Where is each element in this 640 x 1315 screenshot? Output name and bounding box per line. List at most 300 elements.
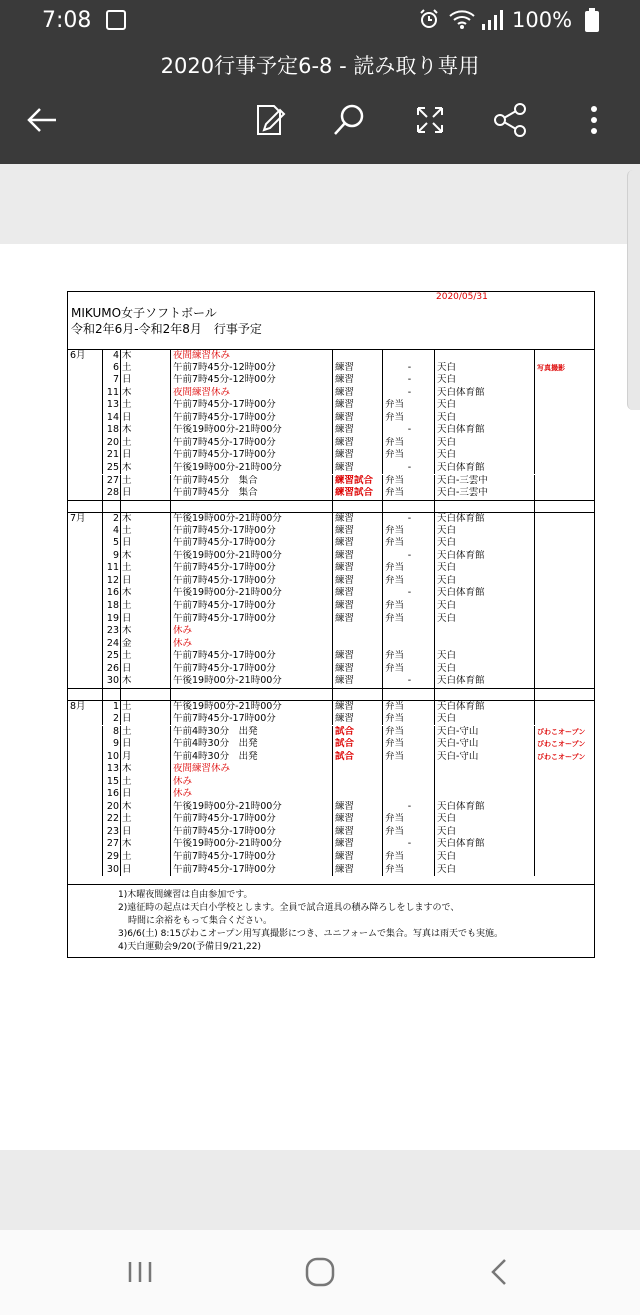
place-cell: 天白-守山 — [434, 738, 534, 751]
day-cell: 11 — [102, 387, 120, 400]
lunch-cell — [382, 776, 434, 789]
app-bar — [0, 42, 640, 164]
month-cell — [68, 638, 102, 651]
remark-cell — [534, 500, 595, 513]
day-cell: 30 — [102, 864, 120, 877]
day-cell: 27 — [102, 838, 120, 851]
schedule-row — [68, 412, 595, 425]
activity-cell: 練習 — [332, 449, 382, 462]
schedule-row — [68, 399, 595, 412]
month-cell — [68, 449, 102, 462]
place-cell: 天白体育館 — [434, 424, 534, 437]
place-cell: 天白 — [434, 663, 534, 676]
lunch-cell — [382, 638, 434, 651]
remark-cell — [534, 663, 595, 676]
month-cell — [68, 851, 102, 864]
remark-cell — [534, 374, 595, 387]
schedule-row — [68, 387, 595, 400]
time-cell: 午前7時45分-17時00分 — [170, 851, 332, 864]
battery-icon — [585, 8, 599, 32]
weekday-cell: 日 — [120, 788, 170, 801]
activity-cell: 試合 — [332, 726, 382, 739]
time-cell: 午前7時45分-17時00分 — [170, 412, 332, 425]
activity-cell: 練習 — [332, 801, 382, 814]
schedule-row — [68, 738, 595, 751]
weekday-cell: 土 — [120, 776, 170, 789]
month-cell — [68, 864, 102, 877]
expand-icon[interactable] — [410, 100, 450, 140]
day-cell: 4 — [102, 350, 120, 363]
home-icon[interactable] — [300, 1252, 340, 1292]
day-cell: 9 — [102, 738, 120, 751]
schedule-row — [68, 512, 595, 526]
lunch-cell: 弁当 — [382, 650, 434, 663]
remark-cell — [534, 575, 595, 588]
recent-apps-icon[interactable] — [120, 1252, 160, 1292]
month-cell: 8月 — [70, 701, 86, 713]
activity-cell: 練習 — [332, 424, 382, 437]
weekday-cell: 日 — [120, 613, 170, 626]
weekday-cell: 土 — [120, 562, 170, 575]
back-arrow-icon[interactable] — [22, 100, 62, 140]
lunch-cell: - — [382, 675, 434, 688]
weekday-cell: 木 — [120, 587, 170, 600]
day-cell: 13 — [102, 399, 120, 412]
schedule-row — [68, 475, 595, 488]
document-margin-top — [0, 164, 640, 244]
lunch-cell: 弁当 — [382, 613, 434, 626]
weekday-cell: 木 — [120, 550, 170, 563]
weekday-cell: 日 — [120, 713, 170, 726]
activity-cell: 練習 — [332, 713, 382, 726]
weekday-cell: 土 — [120, 362, 170, 375]
activity-cell: 練習 — [332, 362, 382, 375]
signal-icon — [480, 10, 504, 30]
place-cell: 天白 — [434, 374, 534, 387]
activity-cell: 練習 — [332, 650, 382, 663]
lunch-cell: 弁当 — [382, 826, 434, 839]
weekday-cell: 土 — [120, 813, 170, 826]
day-cell: 6 — [102, 362, 120, 375]
month-cell — [68, 437, 102, 450]
activity-cell: 練習試合 — [332, 475, 382, 488]
place-cell: 天白 — [434, 525, 534, 538]
time-cell: 午前7時45分-17時00分 — [170, 713, 332, 726]
place-cell: 天白 — [434, 399, 534, 412]
day-cell: 21 — [102, 449, 120, 462]
day-cell: 18 — [102, 600, 120, 613]
day-cell: 27 — [102, 475, 120, 488]
month-cell — [68, 412, 102, 425]
remark-cell — [534, 462, 595, 475]
lunch-cell: 弁当 — [382, 562, 434, 575]
navigation-bar — [0, 1230, 640, 1315]
schedule-row — [68, 437, 595, 450]
activity-cell: 練習 — [332, 562, 382, 575]
time-cell: 休み — [170, 776, 332, 789]
note-2-cont: 時間に余裕をもって集合ください。 — [128, 916, 273, 926]
schedule-row — [68, 562, 595, 575]
day-cell: 25 — [102, 462, 120, 475]
note-2: 2)遠征時の起点は天白小学校とします。全員で試合道具の積み降ろしをしますので、 — [118, 903, 460, 913]
lunch-cell — [382, 788, 434, 801]
schedule-row — [68, 700, 595, 714]
time-cell: 午前7時45分-17時00分 — [170, 399, 332, 412]
time-cell: 午後19時00分-21時00分 — [170, 675, 332, 688]
remark-cell — [534, 763, 595, 776]
remark-cell: びわこオープン — [534, 738, 595, 751]
weekday-cell: 木 — [120, 763, 170, 776]
place-cell: 天白 — [434, 362, 534, 375]
activity-cell — [332, 788, 382, 801]
day-cell — [102, 500, 120, 513]
month-cell — [68, 387, 102, 400]
lunch-cell: 弁当 — [382, 663, 434, 676]
schedule-row — [68, 625, 595, 638]
lunch-cell: 弁当 — [382, 437, 434, 450]
place-cell: 天白体育館 — [434, 587, 534, 600]
activity-cell: 試合 — [332, 751, 382, 764]
activity-cell: 練習 — [332, 537, 382, 550]
weekday-cell: 日 — [120, 575, 170, 588]
schedule-sheet — [67, 291, 595, 958]
month-cell — [68, 562, 102, 575]
activity-cell: 練習 — [332, 663, 382, 676]
weekday-cell: 木 — [120, 801, 170, 814]
lunch-cell: 弁当 — [382, 412, 434, 425]
time-cell: 午前7時45分-17時00分 — [170, 437, 332, 450]
remark-cell — [534, 625, 595, 638]
month-cell — [68, 751, 102, 764]
remark-cell — [534, 550, 595, 563]
time-cell: 午後19時00分-21時00分 — [170, 462, 332, 475]
remark-cell — [534, 613, 595, 626]
place-cell: 天白 — [434, 713, 534, 726]
lunch-cell: 弁当 — [382, 475, 434, 488]
weekday-cell: 木 — [120, 838, 170, 851]
place-cell: 天白 — [434, 600, 534, 613]
schedule-row — [68, 650, 595, 663]
schedule-row — [68, 537, 595, 550]
time-cell: 午後19時00分-21時00分 — [170, 701, 332, 714]
time-cell: 午後19時00分-21時00分 — [170, 801, 332, 814]
remark-cell — [534, 525, 595, 538]
weekday-cell: 土 — [120, 475, 170, 488]
day-cell: 7 — [102, 374, 120, 387]
schedule-row — [68, 864, 595, 877]
day-cell: 12 — [102, 575, 120, 588]
time-cell — [170, 688, 332, 701]
remark-cell — [534, 864, 595, 877]
remark-cell — [534, 788, 595, 801]
place-cell: 天白 — [434, 437, 534, 450]
month-cell — [68, 550, 102, 563]
scrollbar[interactable] — [627, 170, 640, 410]
time-cell: 午前7時45分-17時00分 — [170, 613, 332, 626]
activity-cell: 試合 — [332, 738, 382, 751]
activity-cell: 練習 — [332, 513, 382, 526]
activity-cell: 練習 — [332, 813, 382, 826]
activity-cell: 練習 — [332, 864, 382, 877]
note-3: 3)6/6(土) 8:15びわこオープン用写真撮影につき、ユニフォームで集合。写真は雨天でも実施。 — [118, 929, 504, 939]
lunch-cell: 弁当 — [382, 575, 434, 588]
activity-cell: 練習 — [332, 387, 382, 400]
place-cell: 天白体育館 — [434, 387, 534, 400]
place-cell — [434, 776, 534, 789]
month-cell — [68, 374, 102, 387]
schedule-row — [68, 449, 595, 462]
remark-cell — [534, 437, 595, 450]
lunch-cell: 弁当 — [382, 813, 434, 826]
remark-cell: びわこオープン — [534, 751, 595, 764]
activity-cell — [332, 625, 382, 638]
time-cell: 午後19時00分-21時00分 — [170, 587, 332, 600]
time-cell: 午前7時45分-17時00分 — [170, 525, 332, 538]
notes-section — [68, 884, 595, 952]
weekday-cell: 土 — [120, 600, 170, 613]
place-cell: 天白 — [434, 537, 534, 550]
day-cell: 15 — [102, 776, 120, 789]
lunch-cell: - — [382, 801, 434, 814]
lunch-cell: - — [382, 550, 434, 563]
status-time: 7:08 — [42, 8, 92, 33]
weekday-cell: 土 — [120, 726, 170, 739]
day-cell: 1 — [102, 701, 120, 714]
place-cell — [434, 638, 534, 651]
remark-cell — [534, 638, 595, 651]
activity-cell: 練習 — [332, 826, 382, 839]
schedule-row — [68, 424, 595, 437]
day-cell: 13 — [102, 763, 120, 776]
time-cell: 休み — [170, 638, 332, 651]
day-cell: 23 — [102, 826, 120, 839]
note-1: 1)木曜夜間練習は自由参加です。 — [118, 890, 253, 900]
activity-cell: 練習 — [332, 675, 382, 688]
month-cell — [68, 675, 102, 688]
schedule-row — [68, 838, 595, 851]
lunch-cell: 弁当 — [382, 537, 434, 550]
month-cell — [68, 362, 102, 375]
edit-icon[interactable] — [250, 100, 290, 140]
month-cell — [68, 788, 102, 801]
day-cell — [102, 688, 120, 701]
lunch-cell: 弁当 — [382, 864, 434, 877]
time-cell: 午前4時30分 出発 — [170, 738, 332, 751]
remark-cell: びわこオープン — [534, 726, 595, 739]
activity-cell — [332, 776, 382, 789]
activity-cell: 練習 — [332, 851, 382, 864]
activity-cell: 練習 — [332, 462, 382, 475]
schedule-row — [68, 813, 595, 826]
month-cell — [68, 713, 102, 726]
place-cell — [434, 763, 534, 776]
month-cell — [68, 475, 102, 488]
weekday-cell: 木 — [120, 387, 170, 400]
lunch-cell: 弁当 — [382, 449, 434, 462]
activity-cell — [332, 638, 382, 651]
schedule-row — [68, 688, 595, 702]
day-cell: 4 — [102, 525, 120, 538]
activity-cell: 練習 — [332, 525, 382, 538]
schedule-row — [68, 349, 595, 363]
weekday-cell: 日 — [120, 826, 170, 839]
search-icon[interactable] — [330, 100, 370, 140]
place-cell: 天白-三雲中 — [434, 487, 534, 500]
day-cell: 23 — [102, 625, 120, 638]
day-cell: 10 — [102, 751, 120, 764]
schedule-row — [68, 788, 595, 801]
day-cell: 8 — [102, 726, 120, 739]
activity-cell — [332, 763, 382, 776]
month-cell — [68, 738, 102, 751]
weekday-cell: 日 — [120, 374, 170, 387]
document-title: 2020行事予定6-8 - 読み取り専用 — [160, 54, 480, 78]
lunch-cell: 弁当 — [382, 726, 434, 739]
weekday-cell: 土 — [120, 437, 170, 450]
lunch-cell: 弁当 — [382, 851, 434, 864]
schedule-row — [68, 663, 595, 676]
time-cell: 午前7時45分 集合 — [170, 487, 332, 500]
lunch-cell: - — [382, 462, 434, 475]
time-cell: 休み — [170, 625, 332, 638]
place-cell — [434, 688, 534, 701]
schedule-row — [68, 587, 595, 600]
day-cell: 16 — [102, 587, 120, 600]
remark-cell — [534, 562, 595, 575]
wifi-icon — [448, 8, 478, 30]
schedule-row — [68, 751, 595, 764]
weekday-cell: 木 — [120, 424, 170, 437]
lunch-cell: 弁当 — [382, 751, 434, 764]
activity-cell: 練習 — [332, 437, 382, 450]
time-cell: 午前7時45分 集合 — [170, 475, 332, 488]
month-cell — [68, 424, 102, 437]
day-cell: 14 — [102, 412, 120, 425]
remark-cell — [534, 851, 595, 864]
month-cell — [68, 500, 102, 513]
activity-cell: 練習 — [332, 399, 382, 412]
activity-cell: 練習 — [332, 613, 382, 626]
schedule-row — [68, 525, 595, 538]
back-nav-icon[interactable] — [480, 1252, 520, 1292]
time-cell: 午前7時45分-12時00分 — [170, 374, 332, 387]
place-cell: 天白 — [434, 449, 534, 462]
place-cell: 天白体育館 — [434, 801, 534, 814]
weekday-cell: 日 — [120, 738, 170, 751]
place-cell: 天白体育館 — [434, 701, 534, 714]
schedule-row — [68, 374, 595, 387]
weekday-cell: 木 — [120, 675, 170, 688]
time-cell: 午前7時45分-17時00分 — [170, 562, 332, 575]
time-cell: 午前7時45分-12時00分 — [170, 362, 332, 375]
remark-cell — [534, 399, 595, 412]
day-cell: 2 — [102, 513, 120, 526]
remark-cell — [534, 813, 595, 826]
day-cell: 22 — [102, 813, 120, 826]
place-cell: 天白 — [434, 813, 534, 826]
time-cell: 夜間練習休み — [170, 763, 332, 776]
remark-cell — [534, 826, 595, 839]
day-cell: 5 — [102, 537, 120, 550]
month-cell — [68, 726, 102, 739]
weekday-cell: 土 — [120, 851, 170, 864]
weekday-cell: 木 — [120, 625, 170, 638]
month-cell: 7月 — [70, 513, 86, 525]
month-cell — [68, 399, 102, 412]
month-cell: 6月 — [70, 350, 86, 361]
activity-cell — [332, 500, 382, 513]
team-name: MIKUMO女子ソフトボール — [71, 306, 217, 320]
remark-cell — [534, 838, 595, 851]
day-cell: 29 — [102, 851, 120, 864]
place-cell: 天白体育館 — [434, 550, 534, 563]
lunch-cell: - — [382, 513, 434, 526]
remark-cell — [534, 449, 595, 462]
place-cell: 天白体育館 — [434, 675, 534, 688]
weekday-cell: 木 — [120, 513, 170, 526]
time-cell: 午前7時45分-17時00分 — [170, 864, 332, 877]
lunch-cell — [382, 625, 434, 638]
weekday-cell — [120, 500, 170, 513]
schedule-row — [68, 826, 595, 839]
schedule-row — [68, 550, 595, 563]
activity-cell: 練習 — [332, 587, 382, 600]
weekday-cell: 木 — [120, 462, 170, 475]
month-cell — [68, 763, 102, 776]
remark-cell — [534, 412, 595, 425]
activity-cell: 練習 — [332, 575, 382, 588]
month-cell — [68, 776, 102, 789]
day-cell: 16 — [102, 788, 120, 801]
day-cell: 9 — [102, 550, 120, 563]
activity-cell — [332, 688, 382, 701]
lunch-cell: - — [382, 362, 434, 375]
lunch-cell: 弁当 — [382, 713, 434, 726]
time-cell: 午前4時30分 出発 — [170, 726, 332, 739]
day-cell: 18 — [102, 424, 120, 437]
weekday-cell: 月 — [120, 751, 170, 764]
weekday-cell: 日 — [120, 663, 170, 676]
place-cell: 天白体育館 — [434, 513, 534, 526]
share-icon[interactable] — [490, 100, 530, 140]
month-cell — [68, 801, 102, 814]
month-cell — [68, 813, 102, 826]
alarm-icon — [418, 8, 440, 30]
time-cell: 午前7時45分-17時00分 — [170, 537, 332, 550]
time-cell: 夜間練習休み — [170, 350, 332, 363]
month-cell — [68, 613, 102, 626]
remark-cell — [534, 776, 595, 789]
more-options-icon[interactable] — [574, 100, 614, 140]
schedule-row — [68, 462, 595, 475]
time-cell: 午前7時45分-17時00分 — [170, 663, 332, 676]
month-cell — [68, 688, 102, 701]
day-cell: 26 — [102, 663, 120, 676]
place-cell: 天白 — [434, 864, 534, 877]
lunch-cell — [382, 500, 434, 513]
time-cell: 午前7時45分-17時00分 — [170, 449, 332, 462]
lunch-cell: 弁当 — [382, 701, 434, 714]
time-cell: 午前7時45分-17時00分 — [170, 650, 332, 663]
schedule-row — [68, 801, 595, 814]
place-cell: 天白 — [434, 613, 534, 626]
remark-cell — [534, 424, 595, 437]
remark-cell — [534, 688, 595, 701]
month-cell — [68, 663, 102, 676]
month-cell — [68, 525, 102, 538]
schedule-row — [68, 638, 595, 651]
lunch-cell: 弁当 — [382, 738, 434, 751]
